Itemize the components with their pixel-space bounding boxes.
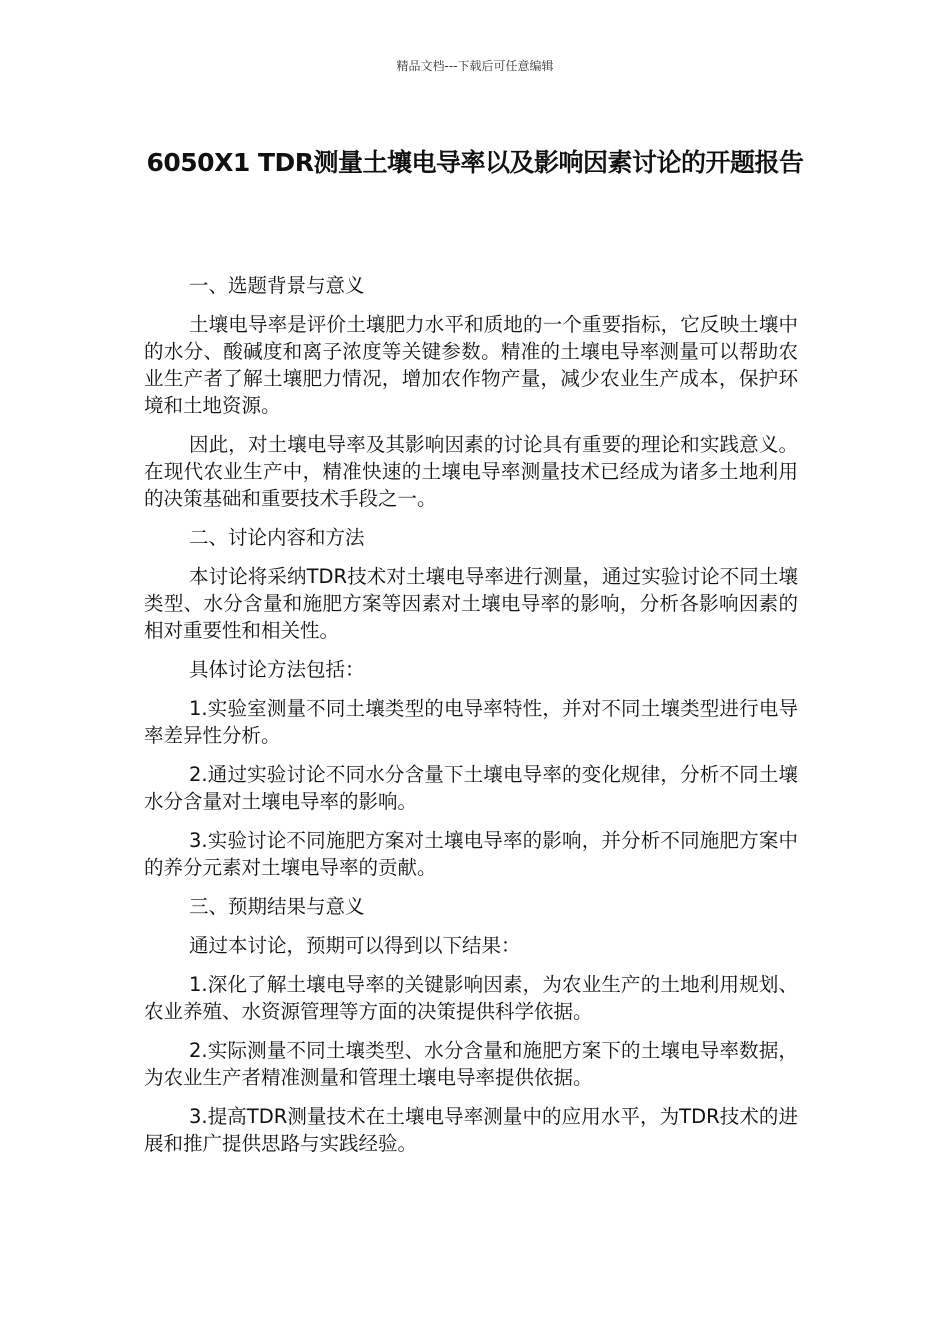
paragraph: 通过本讨论，预期可以得到以下结果：: [189, 934, 521, 957]
document-body: [144, 272, 798, 1169]
list-item: 3.提高TDR测量技术在土壤电导率测量中的应用水平，为TDR技术的进展和推广提供思路与实践经验。: [144, 1105, 798, 1155]
paragraph: 本讨论将采纳TDR技术对土壤电导率进行测量，通过实验讨论不同土壤类型、水分含量和施肥方案等因素对土壤电导率的影响，分析各影响因素的相对重要性和相关性。: [144, 565, 798, 642]
list-item: 1.实验室测量不同土壤类型的电导率特性，并对不同土壤类型进行电导率差异性分析。: [144, 697, 798, 747]
page-header: 精品文档---下载后可任意编辑: [396, 59, 554, 73]
list-item: 1.深化了解土壤电导率的关键影响因素，为农业生产的土地利用规划、农业养殖、水资源管理等方面的决策提供科学依据。: [144, 973, 798, 1023]
list-item: 2.实际测量不同土壤类型、水分含量和施肥方案下的土壤电导率数据，为农业生产者精准测量和管理土壤电导率提供依据。: [144, 1039, 798, 1089]
document-title: 6050X1 TDR测量土壤电导率以及影响因素讨论的开题报告: [146, 148, 804, 177]
paragraph: 土壤电导率是评价土壤肥力水平和质地的一个重要指标，它反映土壤中的水分、酸碱度和离子浓度等关键参数。精准的土壤电导率测量可以帮助农业生产者了解土壤肥力情况，增加农作物产量，减少农业生产成本，保护环境和土地资源。: [144, 313, 798, 417]
paragraph: 具体讨论方法包括：: [189, 658, 365, 681]
paragraph: 因此，对土壤电导率及其影响因素的讨论具有重要的理论和实践意义。在现代农业生产中，精准快速的土壤电导率测量技术已经成为诸多土地利用的决策基础和重要技术手段之一。: [144, 433, 798, 510]
list-item: 3.实验讨论不同施肥方案对土壤电导率的影响，并分析不同施肥方案中的养分元素对土壤电导率的贡献。: [144, 829, 798, 879]
list-item: 2.通过实验讨论不同水分含量下土壤电导率的变化规律，分析不同土壤水分含量对土壤电导率的影响。: [144, 763, 798, 813]
section-heading-1: 一、选题背景与意义: [189, 274, 365, 297]
section-heading-2: 二、讨论内容和方法: [189, 526, 365, 549]
section-heading-3: 三、预期结果与意义: [189, 895, 365, 918]
